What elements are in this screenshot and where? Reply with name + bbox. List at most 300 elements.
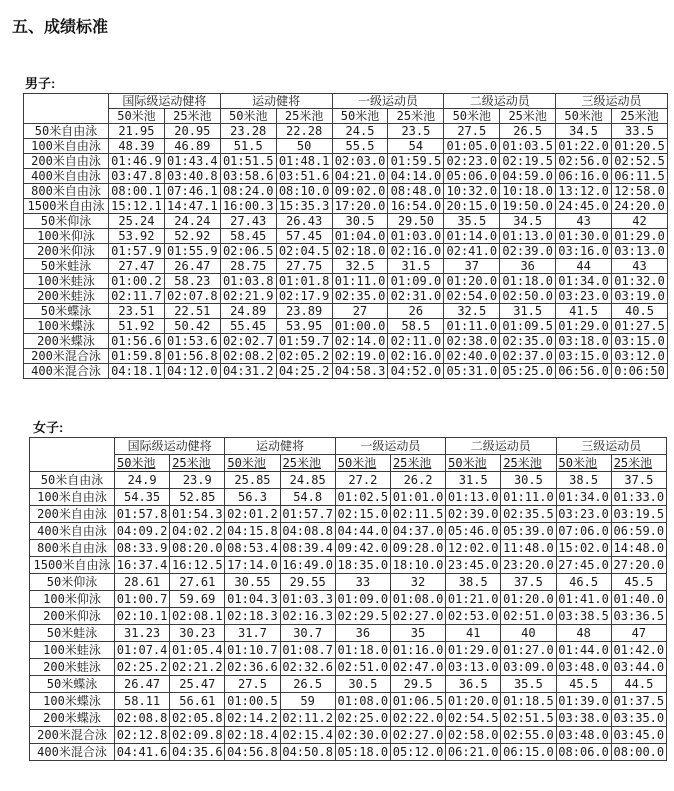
pool-header: 50米池: [109, 109, 165, 124]
value-cell: 09:28.0: [390, 540, 445, 557]
value-cell: 27.5: [444, 124, 500, 139]
value-cell: 01:42.0: [611, 642, 666, 659]
event-cell: 100米仰泳: [30, 591, 115, 608]
table-row: [24, 289, 668, 304]
value-cell: 25.85: [225, 472, 280, 489]
value-cell: 21.95: [109, 124, 165, 139]
mens-section-label: 男子:: [25, 76, 56, 91]
value-cell: 59.69: [170, 591, 225, 608]
value-cell: 04:21.0: [332, 169, 388, 184]
value-cell: 05:18.0: [335, 744, 390, 761]
header-row-levels: [30, 438, 667, 455]
value-cell: 50.42: [164, 319, 220, 334]
value-cell: 52.85: [170, 489, 225, 506]
value-cell: 08:10.0: [276, 184, 332, 199]
event-cell: 200米蛙泳: [30, 659, 115, 676]
value-cell: 03:48.0: [556, 659, 611, 676]
value-cell: 01:57.7: [280, 506, 335, 523]
value-cell: 02:08.2: [220, 349, 276, 364]
table-row: [30, 727, 667, 744]
pool-header: 25米池: [276, 109, 332, 124]
value-cell: 01:01.0: [390, 489, 445, 506]
value-cell: 02:53.0: [446, 608, 501, 625]
value-cell: 11:48.0: [501, 540, 556, 557]
value-cell: 38.5: [556, 472, 611, 489]
value-cell: 58.45: [220, 229, 276, 244]
value-cell: 26.47: [164, 259, 220, 274]
value-cell: 03:18.0: [556, 334, 612, 349]
value-cell: 35.5: [444, 214, 500, 229]
value-cell: 26.5: [280, 676, 335, 693]
value-cell: 01:09.0: [388, 274, 444, 289]
value-cell: 02:08.1: [170, 608, 225, 625]
value-cell: 08:24.0: [220, 184, 276, 199]
event-cell: 400米自由泳: [24, 169, 109, 184]
table-row: [24, 274, 668, 289]
event-cell: 200米仰泳: [30, 608, 115, 625]
table-row: [30, 523, 667, 540]
value-cell: 01:00.2: [109, 274, 165, 289]
value-cell: 38.5: [446, 574, 501, 591]
value-cell: 01:29.0: [556, 319, 612, 334]
value-cell: 03:12.0: [612, 349, 668, 364]
mens-table-body: [24, 124, 668, 379]
value-cell: 02:55.0: [501, 727, 556, 744]
event-cell: 200米蝶泳: [24, 334, 109, 349]
value-cell: 28.61: [115, 574, 170, 591]
value-cell: 03:48.0: [556, 727, 611, 744]
level-header: 运动健将: [220, 94, 332, 109]
value-cell: 37.5: [611, 472, 666, 489]
level-header: 一级运动员: [332, 94, 444, 109]
value-cell: 33: [335, 574, 390, 591]
value-cell: 17:20.0: [332, 199, 388, 214]
table-row: [30, 625, 667, 642]
value-cell: 22.51: [164, 304, 220, 319]
value-cell: 01:08.0: [335, 693, 390, 710]
event-cell: 100米蝶泳: [30, 693, 115, 710]
value-cell: 25.24: [109, 214, 165, 229]
value-cell: 04:15.8: [225, 523, 280, 540]
value-cell: 14:48.0: [611, 540, 666, 557]
value-cell: 01:11.0: [332, 274, 388, 289]
value-cell: 01:57.8: [115, 506, 170, 523]
value-cell: 01:34.0: [556, 489, 611, 506]
value-cell: 01:55.9: [164, 244, 220, 259]
event-cell: 50米蝶泳: [30, 676, 115, 693]
value-cell: 06:16.0: [556, 169, 612, 184]
value-cell: 32: [390, 574, 445, 591]
value-cell: 01:13.0: [446, 489, 501, 506]
value-cell: 43: [556, 214, 612, 229]
value-cell: 05:12.0: [390, 744, 445, 761]
table-row: [24, 349, 668, 364]
value-cell: 02:04.5: [276, 244, 332, 259]
event-cell: 400米自由泳: [30, 523, 115, 540]
pool-header: 50米池: [115, 455, 170, 472]
event-cell: 100米蛙泳: [30, 642, 115, 659]
value-cell: 01:41.0: [556, 591, 611, 608]
value-cell: 04:14.0: [388, 169, 444, 184]
value-cell: 02:37.0: [500, 349, 556, 364]
value-cell: 01:20.0: [444, 274, 500, 289]
value-cell: 06:56.0: [556, 364, 612, 379]
value-cell: 01:59.8: [109, 349, 165, 364]
value-cell: 03:35.0: [611, 710, 666, 727]
value-cell: 22.28: [276, 124, 332, 139]
value-cell: 35: [390, 625, 445, 642]
value-cell: 04:08.8: [280, 523, 335, 540]
value-cell: 01:11.0: [444, 319, 500, 334]
value-cell: 02:35.0: [500, 334, 556, 349]
table-row: [30, 557, 667, 574]
value-cell: 02:15.4: [280, 727, 335, 744]
value-cell: 02:11.2: [280, 710, 335, 727]
value-cell: 15:12.1: [109, 199, 165, 214]
pool-header: 25米池: [388, 109, 444, 124]
value-cell: 01:20.5: [612, 139, 668, 154]
value-cell: 02:52.5: [612, 154, 668, 169]
value-cell: 01:08.7: [280, 642, 335, 659]
value-cell: 06:15.0: [501, 744, 556, 761]
value-cell: 20.95: [164, 124, 220, 139]
value-cell: 04:58.3: [332, 364, 388, 379]
value-cell: 02:39.0: [446, 506, 501, 523]
value-cell: 02:08.8: [115, 710, 170, 727]
value-cell: 02:50.0: [500, 289, 556, 304]
value-cell: 08:53.4: [225, 540, 280, 557]
value-cell: 33.5: [612, 124, 668, 139]
value-cell: 34.5: [500, 214, 556, 229]
value-cell: 02:27.0: [390, 608, 445, 625]
value-cell: 31.7: [225, 625, 280, 642]
value-cell: 46.5: [556, 574, 611, 591]
value-cell: 02:47.0: [390, 659, 445, 676]
value-cell: 01:22.0: [556, 139, 612, 154]
value-cell: 02:11.5: [390, 506, 445, 523]
value-cell: 07:46.1: [164, 184, 220, 199]
value-cell: 01:48.1: [276, 154, 332, 169]
value-cell: 58.23: [164, 274, 220, 289]
value-cell: 48: [556, 625, 611, 642]
value-cell: 01:34.0: [556, 274, 612, 289]
value-cell: 26.43: [276, 214, 332, 229]
table-row: [24, 229, 668, 244]
value-cell: 02:01.2: [225, 506, 280, 523]
value-cell: 30.55: [225, 574, 280, 591]
value-cell: 05:39.0: [501, 523, 556, 540]
value-cell: 01:56.6: [109, 334, 165, 349]
value-cell: 03:51.6: [276, 169, 332, 184]
value-cell: 02:25.0: [335, 710, 390, 727]
value-cell: 02:40.0: [444, 349, 500, 364]
value-cell: 31.5: [500, 304, 556, 319]
value-cell: 26.5: [500, 124, 556, 139]
value-cell: 02:38.0: [444, 334, 500, 349]
table-row: [30, 489, 667, 506]
level-header: 三级运动员: [556, 438, 667, 455]
value-cell: 27.2: [335, 472, 390, 489]
event-cell: 50米自由泳: [24, 124, 109, 139]
value-cell: 01:09.5: [500, 319, 556, 334]
value-cell: 36: [335, 625, 390, 642]
womens-table-body: [30, 472, 667, 761]
value-cell: 23.89: [276, 304, 332, 319]
value-cell: 03:13.0: [446, 659, 501, 676]
value-cell: 02:11.7: [109, 289, 165, 304]
header-row-levels: [24, 94, 668, 109]
value-cell: 10:32.0: [444, 184, 500, 199]
event-cell: 1500米自由泳: [24, 199, 109, 214]
value-cell: 29.55: [280, 574, 335, 591]
value-cell: 08:39.4: [280, 540, 335, 557]
mens-standards-table: [23, 93, 668, 379]
value-cell: 36.5: [446, 676, 501, 693]
value-cell: 16:37.4: [115, 557, 170, 574]
value-cell: 01:29.0: [612, 229, 668, 244]
value-cell: 48.39: [109, 139, 165, 154]
value-cell: 02:02.7: [220, 334, 276, 349]
value-cell: 05:25.0: [500, 364, 556, 379]
value-cell: 01:56.8: [164, 349, 220, 364]
value-cell: 30.5: [332, 214, 388, 229]
value-cell: 27.47: [109, 259, 165, 274]
value-cell: 24.5: [332, 124, 388, 139]
event-cell: 400米混合泳: [30, 744, 115, 761]
pool-header: 25米池: [612, 109, 668, 124]
value-cell: 05:06.0: [444, 169, 500, 184]
value-cell: 02:06.5: [220, 244, 276, 259]
value-cell: 01:29.0: [446, 642, 501, 659]
value-cell: 40.5: [612, 304, 668, 319]
table-row: [30, 591, 667, 608]
value-cell: 19:50.0: [500, 199, 556, 214]
value-cell: 34.5: [556, 124, 612, 139]
value-cell: 01:14.0: [444, 229, 500, 244]
table-row: [30, 659, 667, 676]
value-cell: 16:00.3: [220, 199, 276, 214]
value-cell: 01:54.3: [170, 506, 225, 523]
value-cell: 02:30.0: [335, 727, 390, 744]
value-cell: 24:20.0: [612, 199, 668, 214]
value-cell: 04:12.0: [164, 364, 220, 379]
pool-header: 25米池: [611, 455, 666, 472]
table-row: [30, 710, 667, 727]
value-cell: 01:40.0: [611, 591, 666, 608]
table-row: [30, 472, 667, 489]
value-cell: 03:23.0: [556, 289, 612, 304]
table-row: [24, 199, 668, 214]
value-cell: 01:03.5: [500, 139, 556, 154]
value-cell: 03:58.6: [220, 169, 276, 184]
value-cell: 08:20.0: [170, 540, 225, 557]
value-cell: 24:45.0: [556, 199, 612, 214]
table-row: [30, 574, 667, 591]
table-row: [24, 139, 668, 154]
value-cell: 29.50: [388, 214, 444, 229]
value-cell: 04:35.6: [170, 744, 225, 761]
value-cell: 07:06.0: [556, 523, 611, 540]
pool-header: 25米池: [170, 455, 225, 472]
value-cell: 03:44.0: [611, 659, 666, 676]
womens-section: [0, 417, 674, 761]
event-cell: 200米自由泳: [24, 154, 109, 169]
value-cell: 31.5: [446, 472, 501, 489]
value-cell: 02:29.5: [335, 608, 390, 625]
value-cell: 27: [332, 304, 388, 319]
value-cell: 01:09.0: [335, 591, 390, 608]
value-cell: 02:35.5: [501, 506, 556, 523]
event-cell: 100米蛙泳: [24, 274, 109, 289]
value-cell: 02:18.4: [225, 727, 280, 744]
value-cell: 08:33.9: [115, 540, 170, 557]
value-cell: 04:37.0: [390, 523, 445, 540]
value-cell: 02:36.6: [225, 659, 280, 676]
pool-header: 50米池: [220, 109, 276, 124]
value-cell: 35.5: [501, 676, 556, 693]
pool-header: 50米池: [332, 109, 388, 124]
value-cell: 02:16.0: [388, 244, 444, 259]
value-cell: 53.92: [109, 229, 165, 244]
pool-header: 50米池: [335, 455, 390, 472]
value-cell: 24.24: [164, 214, 220, 229]
value-cell: 02:31.0: [388, 289, 444, 304]
value-cell: 23.9: [170, 472, 225, 489]
pool-header: 25米池: [164, 109, 220, 124]
womens-section-label: 女子:: [33, 420, 64, 435]
value-cell: 55.5: [332, 139, 388, 154]
value-cell: 30.7: [280, 625, 335, 642]
level-header: 二级运动员: [446, 438, 556, 455]
value-cell: 01:11.0: [501, 489, 556, 506]
table-row: [30, 676, 667, 693]
value-cell: 01:59.5: [388, 154, 444, 169]
value-cell: 37.5: [501, 574, 556, 591]
header-row-pools: [30, 455, 667, 472]
value-cell: 26.2: [390, 472, 445, 489]
value-cell: 41.5: [556, 304, 612, 319]
value-cell: 02:14.0: [332, 334, 388, 349]
event-cell: 50米蛙泳: [24, 259, 109, 274]
value-cell: 01:06.5: [390, 693, 445, 710]
value-cell: 04:50.8: [280, 744, 335, 761]
level-header: 国际级运动健将: [109, 94, 221, 109]
value-cell: 01:05.0: [444, 139, 500, 154]
table-row: [30, 642, 667, 659]
pool-header: 25米池: [500, 109, 556, 124]
value-cell: 46.89: [164, 139, 220, 154]
pool-header: 50米池: [444, 109, 500, 124]
value-cell: 01:37.5: [611, 693, 666, 710]
value-cell: 01:13.0: [500, 229, 556, 244]
pool-header: 50米池: [556, 455, 611, 472]
value-cell: 04:18.1: [109, 364, 165, 379]
value-cell: 01:59.7: [276, 334, 332, 349]
value-cell: 02:14.2: [225, 710, 280, 727]
value-cell: 23.5: [388, 124, 444, 139]
value-cell: 02:18.3: [225, 608, 280, 625]
value-cell: 30.23: [170, 625, 225, 642]
value-cell: 24.9: [115, 472, 170, 489]
value-cell: 02:35.0: [332, 289, 388, 304]
value-cell: 26: [388, 304, 444, 319]
value-cell: 26.47: [115, 676, 170, 693]
pool-header: 50米池: [556, 109, 612, 124]
value-cell: 02:54.0: [444, 289, 500, 304]
value-cell: 02:27.0: [390, 727, 445, 744]
value-cell: 01:39.0: [556, 693, 611, 710]
value-cell: 01:46.9: [109, 154, 165, 169]
value-cell: 04:44.0: [335, 523, 390, 540]
value-cell: 02:23.0: [444, 154, 500, 169]
event-cell: 100米自由泳: [30, 489, 115, 506]
value-cell: 03:40.8: [164, 169, 220, 184]
value-cell: 03:38.0: [556, 710, 611, 727]
pool-header: 50米池: [446, 455, 501, 472]
value-cell: 03:15.0: [612, 334, 668, 349]
value-cell: 01:30.0: [556, 229, 612, 244]
value-cell: 02:51.0: [501, 608, 556, 625]
value-cell: 08:48.0: [388, 184, 444, 199]
value-cell: 02:22.0: [390, 710, 445, 727]
value-cell: 01:21.0: [446, 591, 501, 608]
value-cell: 16:49.0: [280, 557, 335, 574]
value-cell: 37: [444, 259, 500, 274]
level-header: 国际级运动健将: [115, 438, 225, 455]
value-cell: 15:35.3: [276, 199, 332, 214]
event-cell: 400米混合泳: [24, 364, 109, 379]
value-cell: 02:15.0: [335, 506, 390, 523]
value-cell: 56.61: [170, 693, 225, 710]
table-row: [24, 214, 668, 229]
value-cell: 03:47.8: [109, 169, 165, 184]
value-cell: 01:33.0: [611, 489, 666, 506]
event-cell: 50米蛙泳: [30, 625, 115, 642]
value-cell: 53.95: [276, 319, 332, 334]
table-row: [30, 693, 667, 710]
pool-header: 25米池: [280, 455, 335, 472]
event-cell: 50米仰泳: [24, 214, 109, 229]
value-cell: 03:16.0: [556, 244, 612, 259]
value-cell: 24.89: [220, 304, 276, 319]
page-title: 五、成绩标准: [12, 19, 109, 36]
value-cell: 01:32.0: [612, 274, 668, 289]
value-cell: 02:21.2: [170, 659, 225, 676]
value-cell: 01:01.8: [276, 274, 332, 289]
value-cell: 23:20.0: [501, 557, 556, 574]
value-cell: 04:09.2: [115, 523, 170, 540]
value-cell: 20:15.0: [444, 199, 500, 214]
table-row: [24, 184, 668, 199]
value-cell: 09:02.0: [332, 184, 388, 199]
event-cell: 200米仰泳: [24, 244, 109, 259]
value-cell: 27.43: [220, 214, 276, 229]
value-cell: 01:53.6: [164, 334, 220, 349]
value-cell: 27.75: [276, 259, 332, 274]
value-cell: 01:16.0: [390, 642, 445, 659]
value-cell: 01:27.5: [612, 319, 668, 334]
value-cell: 06:21.0: [446, 744, 501, 761]
value-cell: 08:06.0: [556, 744, 611, 761]
mens-section: [0, 73, 674, 379]
event-cell: 100米自由泳: [24, 139, 109, 154]
value-cell: 01:18.0: [500, 274, 556, 289]
value-cell: 04:59.0: [500, 169, 556, 184]
value-cell: 55.45: [220, 319, 276, 334]
value-cell: 41: [446, 625, 501, 642]
value-cell: 43: [612, 259, 668, 274]
value-cell: 02:51.5: [501, 710, 556, 727]
